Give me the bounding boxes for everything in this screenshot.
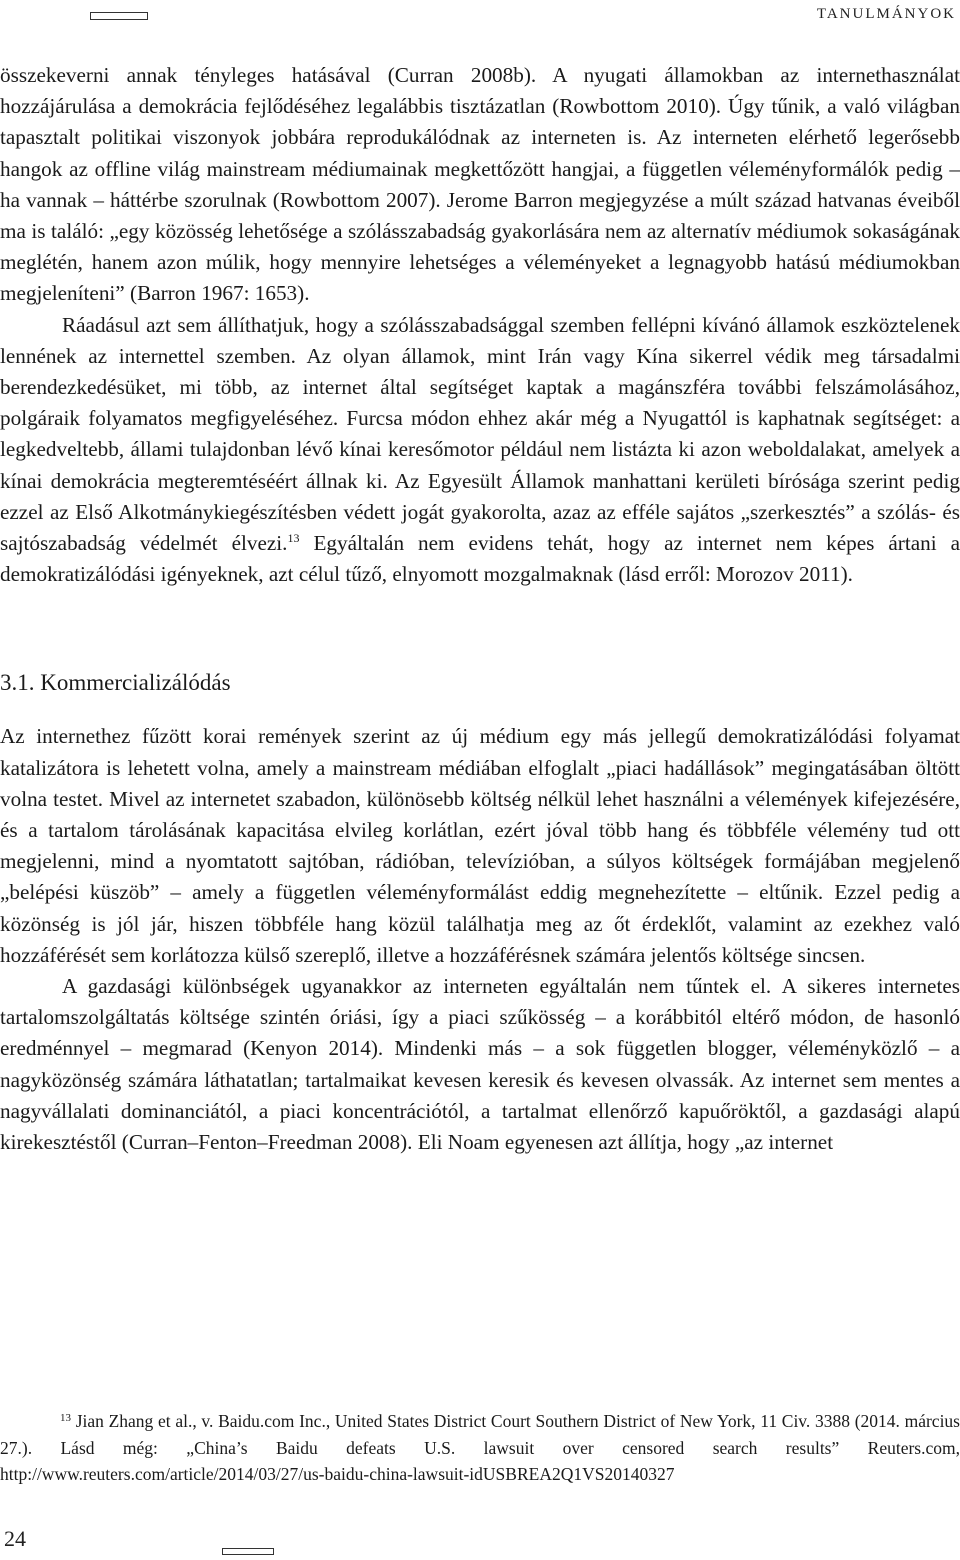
paragraph-2-text-a: Ráadásul azt sem állíthatjuk, hogy a szólásszabadsággal szemben fellépni kívánó államok eszköztelenek lennének az internettel szemben. Az olyan államok, mint Irán vagy Kína sikerrel védik meg társadalmi berendezkedésüket, mi több, az internet által segítséget kaptak a magánszféra további felszámolásához, polgáraik folyamatos megfigyeléséhez. Furcsa módon ehhez akár még a Nyugattól is kaphatnak segítséget: a legkedveltebb, állami tulajdonban lévő kínai keresőmotor például nem listázta ki azon weboldalakat, amelyek a kínai demokrácia megteremtéséért állnak ki. Az Egyesült Államok manhattani kerületi bírósága szerint pedig ezzel az Első Alkotmánykiegészítésben védett jogát gyakorolta, azaz az efféle sajátos „szerkesztés” a szólás- és sajtószabadság védelmét élvezi. (0, 312, 960, 556)
header-ornament-rule (90, 12, 148, 20)
paragraph-1: összekeverni annak tényleges hatásával (Curran 2008b). A nyugati államokban az internethasználat hozzájárulása a demokrácia fejlődéséhez legalábbis tisztázatlan (Rowbottom 2010). Úgy tűnik, a való világban tapasztalt politikai viszonyok jobbára reprodukálódnak az interneten is. Az interneten elérhető legerősebb hangok az offline világ mainstream médiumainak megkettőzött hangjai, a független véleményformálók pedig – ha vannak – háttérbe szorulnak (Rowbottom 2007). Jerome Barron megjegyzése a múlt század hatvanas éveiből ma is találó: „egy közösség lehetősége a szólásszabadság gyakorlására nem az alternatív médiumok sokaságának meglétén, hanem azon múlik, hogy mennyire lehetséges a véleményeket a legnagyobb hatású médiumokban megjeleníteni” (Barron 1967: 1653). (0, 63, 960, 306)
page-number: 24 (4, 1526, 26, 1551)
section-heading: 3.1. Kommercializálódás (0, 670, 231, 696)
footnote-number: 13 (60, 1412, 71, 1424)
paragraph-4: A gazdasági különbségek ugyanakkor az interneten egyáltalán nem tűntek el. A sikeres internetes tartalomszolgáltatás költsége szintén óriási, így a piaci szűkösség – a korábbitól eltérő módon, de hasonló eredménnyel – megmarad (Kenyon 2014). Mindenki más – a sok független blogger, véleményközlő – a nagyközönség számára láthatatlan; tartalmaikat kevesen keresik és kevesen olvassák. Az internet sem mentes a nagyvállalati dominanciától, a piaci koncentrációtól, a tartalmat ellenőrző kapuőröktől, a gazdasági alapú kirekesztéstől (Curran–Fenton–Freedman 2008). Eli Noam egyenesen azt állítja, hogy „az internet (0, 974, 960, 1155)
paragraph-2-text-b: Egyáltalán nem evidens tehát, hogy az internet nem képes ártani a demokratizálódási igényeknek, azt célul tűző, elnyomott mozgalmaknak (lásd erről: Morozov 2011). (0, 531, 960, 587)
footnote-ref-13[interactable]: 13 (287, 531, 300, 546)
footer-ornament-rule (222, 1548, 274, 1555)
main-text (0, 60, 960, 1158)
paragraph-3: Az internethez fűzött korai remények szerint az új médium egy más jellegű demokratizálódási folyamat katalizátora is lehetett volna, amely a mainstream médiában elfoglalt „piaci hadállások” megingatásában öltött volna testet. Mivel az internetet szabadon, különösebb költség nélkül lehet használni a vélemények kifejezésére, és a tartalom tárolásának kapacitása elvileg korlátlan, ezért jóval több hang és többféle vélemény tud ott megjelenni, mind a nyomtatott sajtóban, rádióban, televízióban, a súlyos költségek formájában megjelenő „belépési küszöb” – amely a független véleményformálást eddig megnehezítette – eltűnik. Ezzel pedig a közönség is jól jár, hiszen többféle hang közül találhatja meg az őt érdeklőt, valamint az ezekhez való hozzáférését sem korlátozza külső szereplő, illetve a hozzáférésnek számára jelentős költsége sincsen. (0, 724, 960, 967)
footnote-13 (0, 1408, 960, 1488)
running-head: TANULMÁNYOK (816, 6, 956, 22)
footnotes (0, 1408, 960, 1488)
paragraph-2 (0, 310, 960, 591)
footnote-text: Jian Zhang et al., v. Baidu.com Inc., United States District Court Southern District of New York, 11 Civ. 3388 (2014. március 27.). Lásd még: „China’s Baidu defeats U.S. lawsuit over censored search results” Reuters.com, http://www.reuters.com/article/2014/03/27/us-baidu-china-lawsuit-idUSBREA2Q1VS20140327 (0, 1411, 960, 1484)
